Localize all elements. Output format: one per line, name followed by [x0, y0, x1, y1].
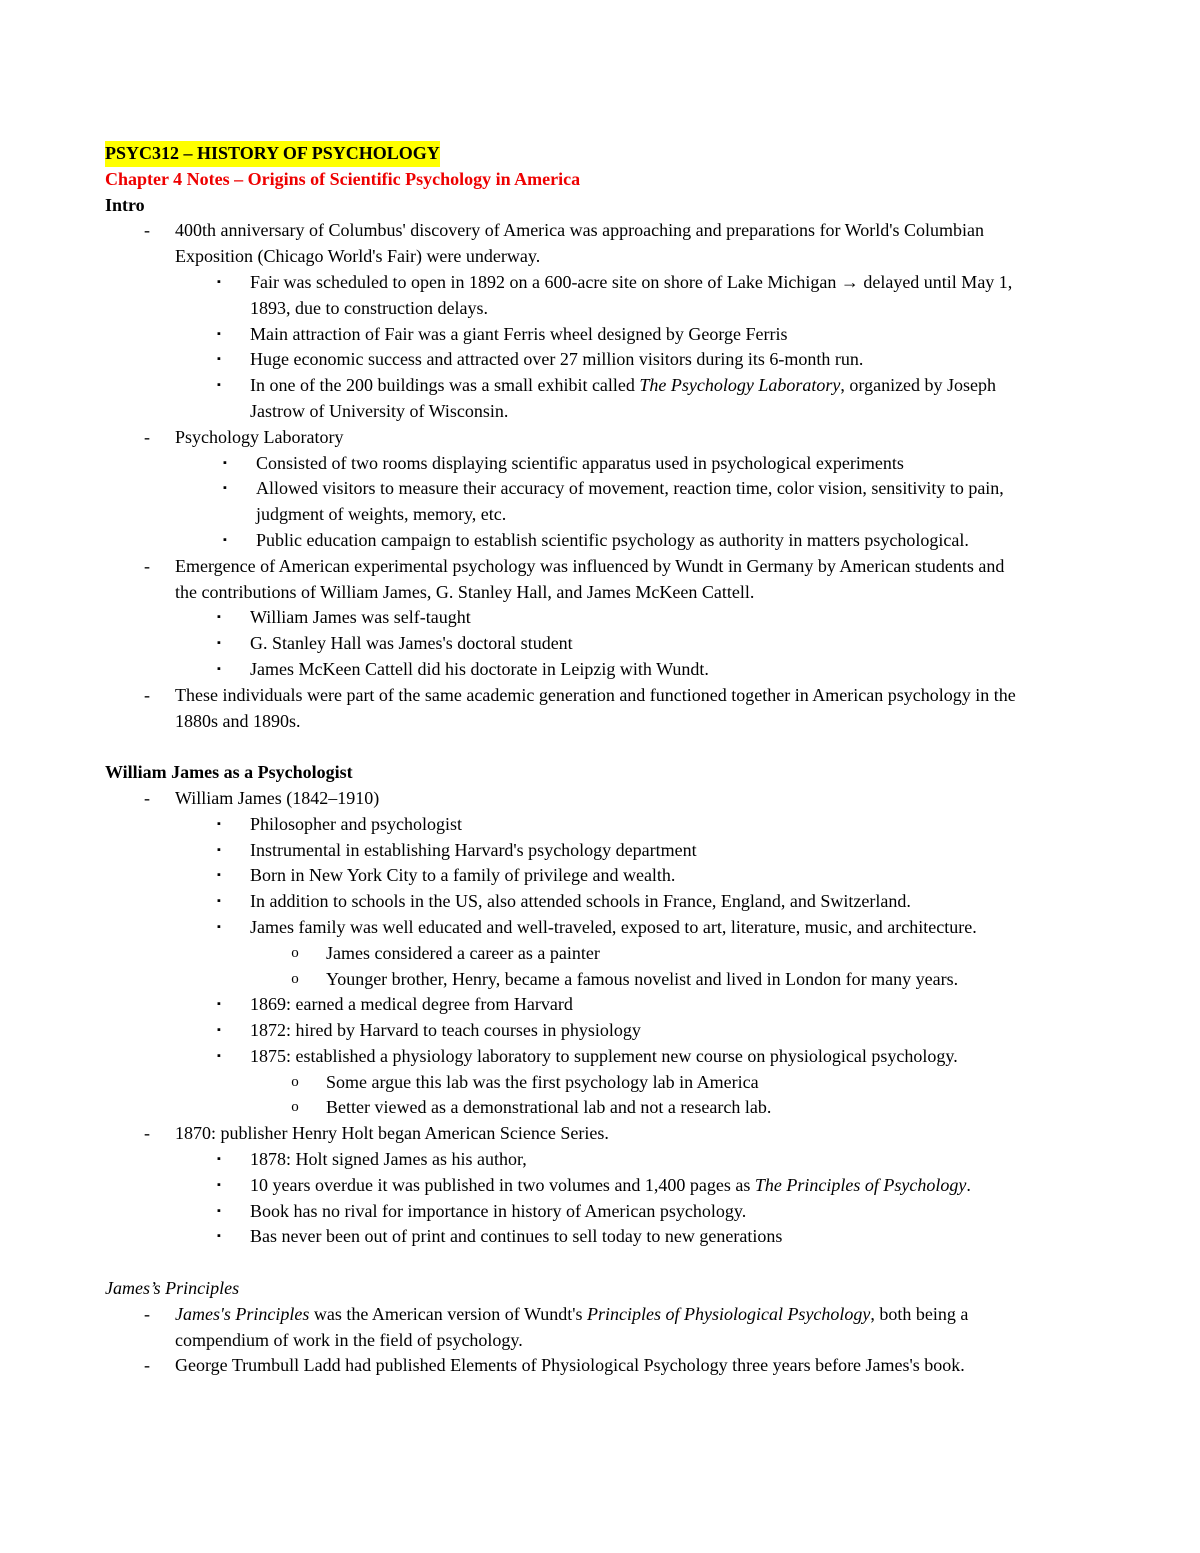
square-bullet-icon: ▪ — [217, 379, 221, 392]
list-item-line — [0, 709, 1200, 735]
list-item-text: George Trumbull Ladd had published Elements of Physiological Psychology three years before James's book. — [175, 1355, 965, 1376]
square-bullet-icon: ▪ — [217, 1178, 221, 1191]
dash-bullet-icon: - — [144, 220, 150, 241]
square-bullet-icon: ▪ — [217, 1024, 221, 1037]
list-item-text: 400th anniversary of Columbus' discovery of America was approaching and preparations for World's Columbian — [175, 220, 985, 241]
list-item-text: Jastrow of University of Wisconsin. — [250, 400, 509, 421]
section-heading-line — [0, 1276, 1200, 1302]
square-bullet-icon: ▪ — [217, 1204, 221, 1217]
text-segment: was the American version of Wundt's — [309, 1303, 587, 1324]
list-item-text: 1875: established a physiology laboratory to supplement new course on physiological psychology. — [250, 1045, 958, 1066]
section-spacer — [0, 1250, 1200, 1276]
list-item-text: judgment of weights, memory, etc. — [256, 504, 507, 525]
list-item-text: Better viewed as a demonstrational lab and not a research lab. — [326, 1097, 772, 1118]
list-item-text: James considered a career as a painter — [326, 942, 600, 963]
list-item-line — [0, 1199, 1200, 1225]
dash-bullet-icon: - — [144, 555, 150, 576]
list-item-line — [0, 1121, 1200, 1147]
list-item-text: Fair was scheduled to open in 1892 on a 600-acre site on shore of Lake Michigan → delayed until May 1, — [250, 271, 1013, 292]
italic-title-text: The Principles of Psychology — [754, 1174, 967, 1195]
dash-bullet-icon: - — [144, 1303, 150, 1324]
list-item-line — [0, 967, 1200, 993]
list-item-line — [0, 992, 1200, 1018]
square-bullet-icon: ▪ — [217, 275, 221, 288]
dash-bullet-icon: - — [144, 787, 150, 808]
square-bullet-icon: ▪ — [223, 456, 227, 469]
list-item-line — [0, 347, 1200, 373]
list-item-line — [0, 425, 1200, 451]
circle-bullet-icon: o — [291, 1099, 299, 1116]
square-bullet-icon: ▪ — [217, 817, 221, 830]
list-item-text: G. Stanley Hall was James's doctoral student — [250, 633, 573, 654]
list-item-text — [250, 1173, 971, 1199]
section-heading: William James as a Psychologist — [105, 762, 353, 783]
square-bullet-icon: ▪ — [217, 1230, 221, 1243]
list-item-line — [0, 580, 1200, 606]
text-segment: , both being a — [870, 1303, 969, 1324]
list-item-line — [0, 451, 1200, 477]
list-item-line — [0, 554, 1200, 580]
dash-bullet-icon: - — [144, 1355, 150, 1376]
list-item-text: 1878: Holt signed James as his author, — [250, 1149, 527, 1170]
circle-bullet-icon: o — [291, 944, 299, 961]
list-item-text: 1880s and 1890s. — [175, 710, 301, 731]
square-bullet-icon: ▪ — [217, 920, 221, 933]
document-body — [0, 141, 1200, 1379]
list-item-line — [0, 1147, 1200, 1173]
list-item-line — [0, 1044, 1200, 1070]
text-segment: . — [966, 1174, 971, 1195]
list-item-text: Philosopher and psychologist — [250, 813, 462, 834]
italic-title-text: James's Principles — [175, 1303, 310, 1324]
list-item-line — [0, 296, 1200, 322]
subtitle-line — [0, 167, 1200, 193]
list-item-line — [0, 1328, 1200, 1354]
square-bullet-icon: ▪ — [217, 611, 221, 624]
list-item-text: Bas never been out of print and continues to sell today to new generations — [250, 1226, 783, 1247]
list-item-line — [0, 1173, 1200, 1199]
list-item-line — [0, 1095, 1200, 1121]
list-item-text: Exposition (Chicago World's Fair) were underway. — [175, 246, 541, 267]
list-item-text: Born in New York City to a family of privilege and wealth. — [250, 865, 676, 886]
list-item-line — [0, 218, 1200, 244]
square-bullet-icon: ▪ — [223, 533, 227, 546]
section-heading-line — [0, 760, 1200, 786]
dash-bullet-icon: - — [144, 684, 150, 705]
list-item-text: Emergence of American experimental psychology was influenced by Wundt in Germany by American students and — [175, 555, 1005, 576]
list-item-text: Psychology Laboratory — [175, 426, 344, 447]
italic-title-text: Principles of Physiological Psychology — [586, 1303, 871, 1324]
circle-bullet-icon: o — [291, 970, 299, 987]
list-item-line — [0, 631, 1200, 657]
list-item-line — [0, 1070, 1200, 1096]
list-item-line — [0, 1353, 1200, 1379]
list-item-text: Some argue this lab was the first psychology lab in America — [326, 1071, 759, 1092]
section-heading: Intro — [105, 194, 145, 215]
square-bullet-icon: ▪ — [217, 895, 221, 908]
list-item-line — [0, 657, 1200, 683]
square-bullet-icon: ▪ — [217, 327, 221, 340]
list-item-line — [0, 786, 1200, 812]
list-item-text: the contributions of William James, G. Stanley Hall, and James McKeen Cattell. — [175, 581, 755, 602]
square-bullet-icon: ▪ — [217, 662, 221, 675]
list-item-line — [0, 915, 1200, 941]
square-bullet-icon: ▪ — [217, 637, 221, 650]
list-item-line — [0, 1224, 1200, 1250]
square-bullet-icon: ▪ — [217, 998, 221, 1011]
list-item-text: James family was well educated and well-traveled, exposed to art, literature, music, and architecture. — [250, 916, 977, 937]
list-item-line — [0, 605, 1200, 631]
list-item-text: These individuals were part of the same academic generation and functioned together in American psychology in the — [175, 684, 1016, 705]
list-item-text: Consisted of two rooms displaying scientific apparatus used in psychological experiments — [256, 452, 904, 473]
list-item-line — [0, 838, 1200, 864]
list-item-line — [0, 502, 1200, 528]
section-spacer — [0, 734, 1200, 760]
list-item-text: In addition to schools in the US, also attended schools in France, England, and Switzerland. — [250, 891, 911, 912]
list-item-text — [175, 1302, 968, 1328]
list-item-line — [0, 373, 1200, 399]
square-bullet-icon: ▪ — [217, 1049, 221, 1062]
document-title: PSYC312 – HISTORY OF PSYCHOLOGY — [105, 141, 440, 167]
section-heading-line — [0, 193, 1200, 219]
list-item-text: Instrumental in establishing Harvard's psychology department — [250, 839, 697, 860]
list-item-line — [0, 322, 1200, 348]
text-segment: , organized by Joseph — [840, 375, 997, 396]
text-segment: 10 years overdue it was published in two volumes and 1,400 pages as — [250, 1174, 755, 1195]
list-item-line — [0, 476, 1200, 502]
square-bullet-icon: ▪ — [217, 353, 221, 366]
list-item-text: 1869: earned a medical degree from Harvard — [250, 994, 573, 1015]
list-item-text: 1893, due to construction delays. — [250, 297, 488, 318]
list-item-text: 1872: hired by Harvard to teach courses in physiology — [250, 1020, 641, 1041]
section-heading: James’s Principles — [105, 1278, 240, 1299]
list-item-line — [0, 812, 1200, 838]
list-item-line — [0, 889, 1200, 915]
dash-bullet-icon: - — [144, 1123, 150, 1144]
square-bullet-icon: ▪ — [217, 843, 221, 856]
list-item-line — [0, 399, 1200, 425]
list-item-text: Huge economic success and attracted over 27 million visitors during its 6-month run. — [250, 349, 864, 370]
list-item-line — [0, 863, 1200, 889]
list-item-line — [0, 528, 1200, 554]
list-item-text: William James was self-taught — [250, 607, 471, 628]
square-bullet-icon: ▪ — [217, 1153, 221, 1166]
list-item-line — [0, 1018, 1200, 1044]
dash-bullet-icon: - — [144, 426, 150, 447]
list-item-text: compendium of work in the field of psychology. — [175, 1329, 523, 1350]
list-item-text — [250, 373, 996, 399]
list-item-text: James McKeen Cattell did his doctorate in Leipzig with Wundt. — [250, 658, 709, 679]
italic-title-text: The Psychology Laboratory — [639, 375, 841, 396]
square-bullet-icon: ▪ — [217, 869, 221, 882]
list-item-text: Younger brother, Henry, became a famous novelist and lived in London for many years. — [326, 968, 959, 989]
list-item-text: Public education campaign to establish scientific psychology as authority in matters psychological. — [256, 529, 969, 550]
document-subtitle: Chapter 4 Notes – Origins of Scientific Psychology in America — [105, 168, 581, 189]
list-item-text: Book has no rival for importance in history of American psychology. — [250, 1200, 747, 1221]
list-item-text: 1870: publisher Henry Holt began American Science Series. — [175, 1123, 609, 1144]
list-item-text: Main attraction of Fair was a giant Ferris wheel designed by George Ferris — [250, 323, 788, 344]
list-item-text: William James (1842–1910) — [175, 787, 380, 808]
sections-container — [0, 193, 1200, 1380]
circle-bullet-icon: o — [291, 1073, 299, 1090]
list-item-text: Allowed visitors to measure their accuracy of movement, reaction time, color vision, sensitivity to pain, — [256, 478, 1004, 499]
title-line — [0, 141, 1200, 167]
square-bullet-icon: ▪ — [223, 482, 227, 495]
list-item-line — [0, 683, 1200, 709]
list-item-line — [0, 941, 1200, 967]
list-item-line — [0, 1302, 1200, 1328]
list-item-line — [0, 244, 1200, 270]
list-item-line — [0, 270, 1200, 296]
text-segment: In one of the 200 buildings was a small exhibit called — [250, 375, 640, 396]
